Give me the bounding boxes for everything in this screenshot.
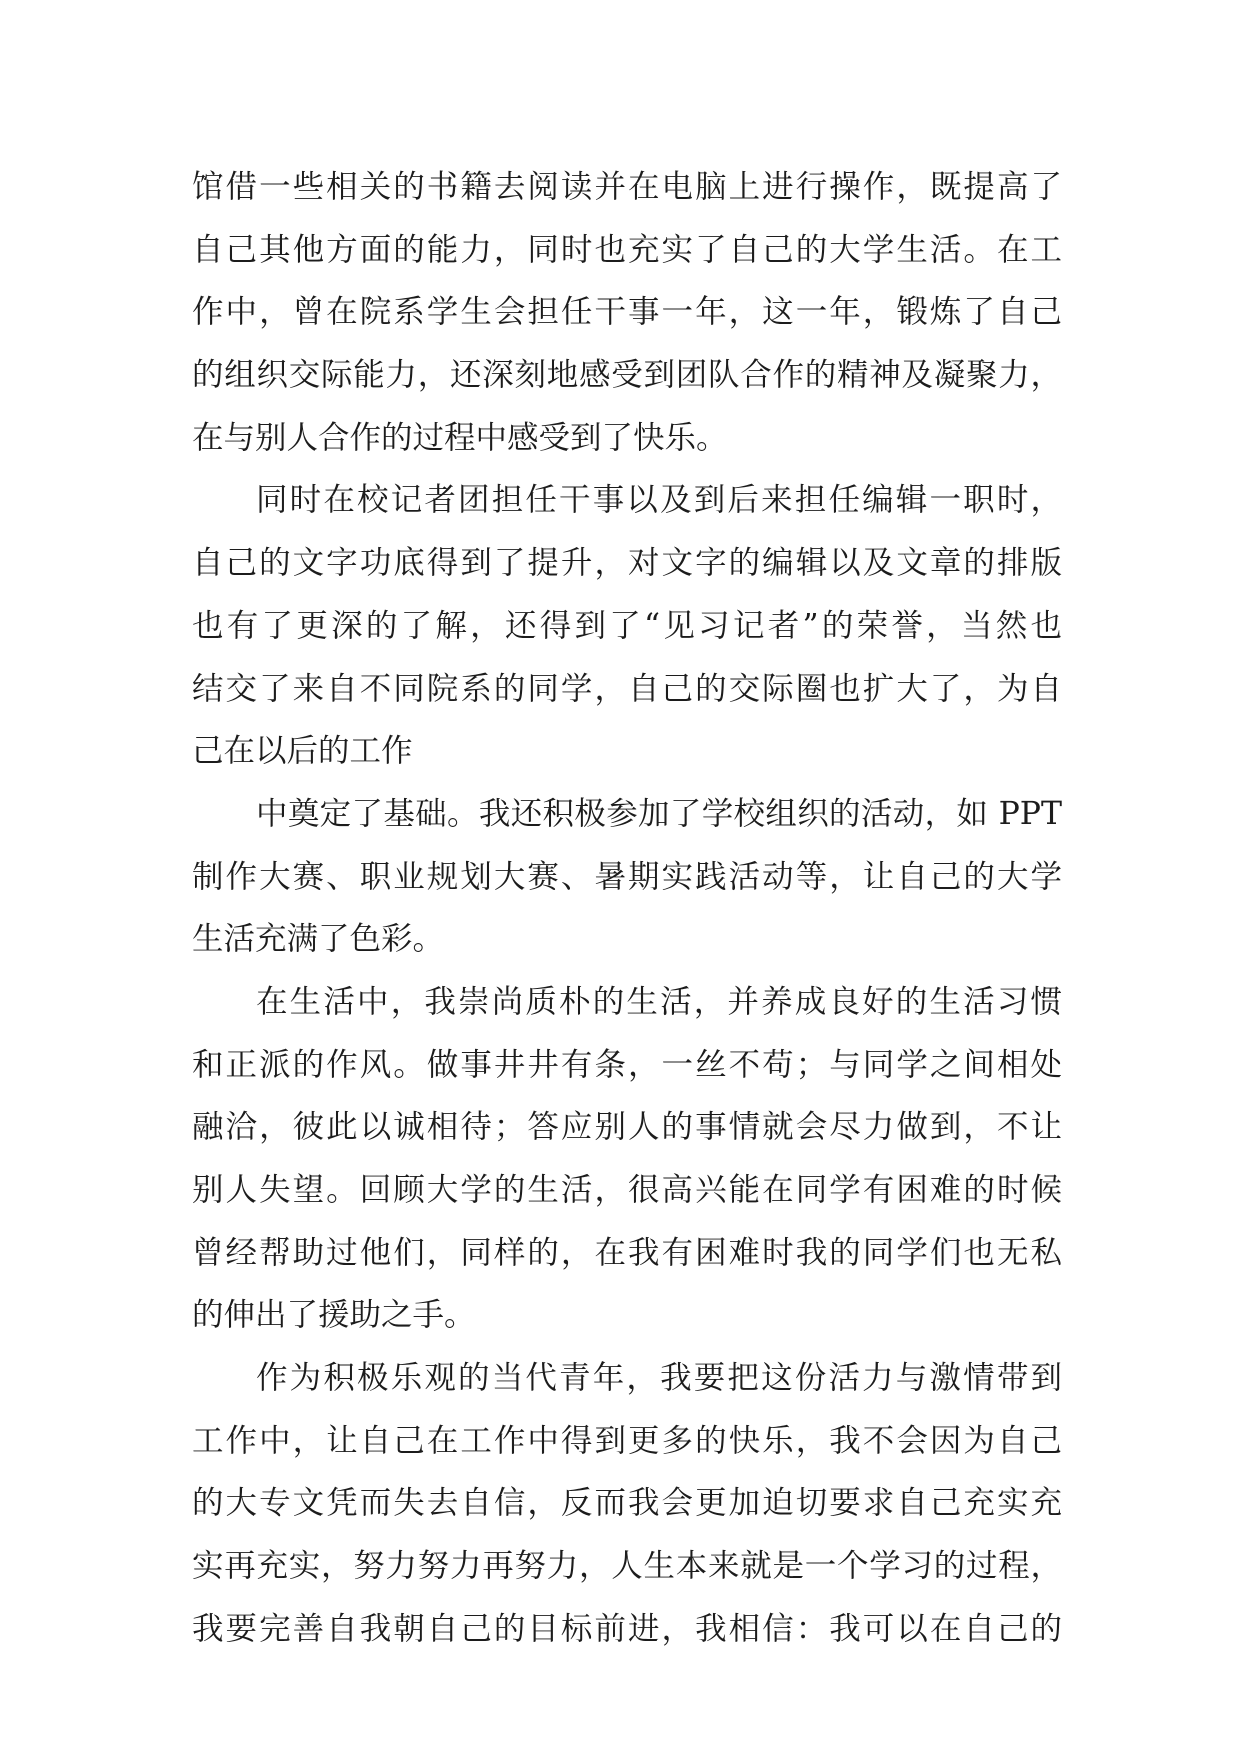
text-line: 中奠定了基础。我还积极参加了学校组织的活动，如 PPT xyxy=(256,795,1062,832)
text-line: 制作大赛、职业规划大赛、暑期实践活动等，让自己的大学 xyxy=(192,858,1062,895)
text-line: 曾经帮助过他们，同样的，在我有困难时我的同学们也无私 xyxy=(192,1234,1062,1271)
paragraph-2 xyxy=(192,469,1062,782)
text-line: 的组织交际能力，还深刻地感受到团队合作的精神及凝聚力， xyxy=(192,357,1062,394)
text-line: 的大专文凭而失去自信，反而我会更加迫切要求自己充实充 xyxy=(192,1485,1062,1522)
text-line: 自己其他方面的能力，同时也充实了自己的大学生活。在工 xyxy=(192,231,1062,268)
text-line: 我要完善自我朝自己的目标前进，我相信：我可以在自己的 xyxy=(192,1610,1062,1647)
text-line: 也有了更深的了解，还得到了“见习记者”的荣誉，当然也 xyxy=(192,607,1062,644)
text-line: 融洽，彼此以诚相待；答应别人的事情就会尽力做到，不让 xyxy=(192,1109,1062,1146)
text-line: 在与别人合作的过程中感受到了快乐。 xyxy=(192,419,728,456)
text-line: 实再充实，努力努力再努力，人生本来就是一个学习的过程， xyxy=(192,1548,1062,1585)
text-line: 自己的文字功底得到了提升，对文字的编辑以及文章的排版 xyxy=(192,545,1062,582)
text-line: 生活充满了色彩。 xyxy=(192,921,445,958)
text-line: 作中，曾在院系学生会担任干事一年，这一年，锻炼了自己 xyxy=(192,294,1062,331)
text-line: 馆借一些相关的书籍去阅读并在电脑上进行操作，既提高了 xyxy=(192,169,1062,205)
text-line: 同时在校记者团担任干事以及到后来担任编辑一职时， xyxy=(256,482,1062,519)
text-line: 工作中，让自己在工作中得到更多的快乐，我不会因为自己 xyxy=(192,1422,1062,1459)
document-body xyxy=(192,156,1062,1661)
text-line: 己在以后的工作 xyxy=(192,733,413,770)
text-line: 的伸出了援助之手。 xyxy=(192,1297,476,1334)
text-line: 在生活中，我崇尚质朴的生活，并养成良好的生活习惯 xyxy=(256,983,1062,1020)
text-line: 和正派的作风。做事井井有条，一丝不苟；与同学之间相处 xyxy=(192,1046,1062,1083)
paragraph-5 xyxy=(192,1347,1062,1660)
text-line: 作为积极乐观的当代青年，我要把这份活力与激情带到 xyxy=(256,1360,1062,1397)
paragraph-4 xyxy=(192,971,1062,1347)
text-line: 别人失望。回顾大学的生活，很高兴能在同学有困难的时候 xyxy=(192,1172,1062,1208)
paragraph-1 xyxy=(192,156,1062,469)
text-line: 结交了来自不同院系的同学，自己的交际圈也扩大了，为自 xyxy=(192,670,1062,707)
paragraph-3 xyxy=(192,783,1062,971)
